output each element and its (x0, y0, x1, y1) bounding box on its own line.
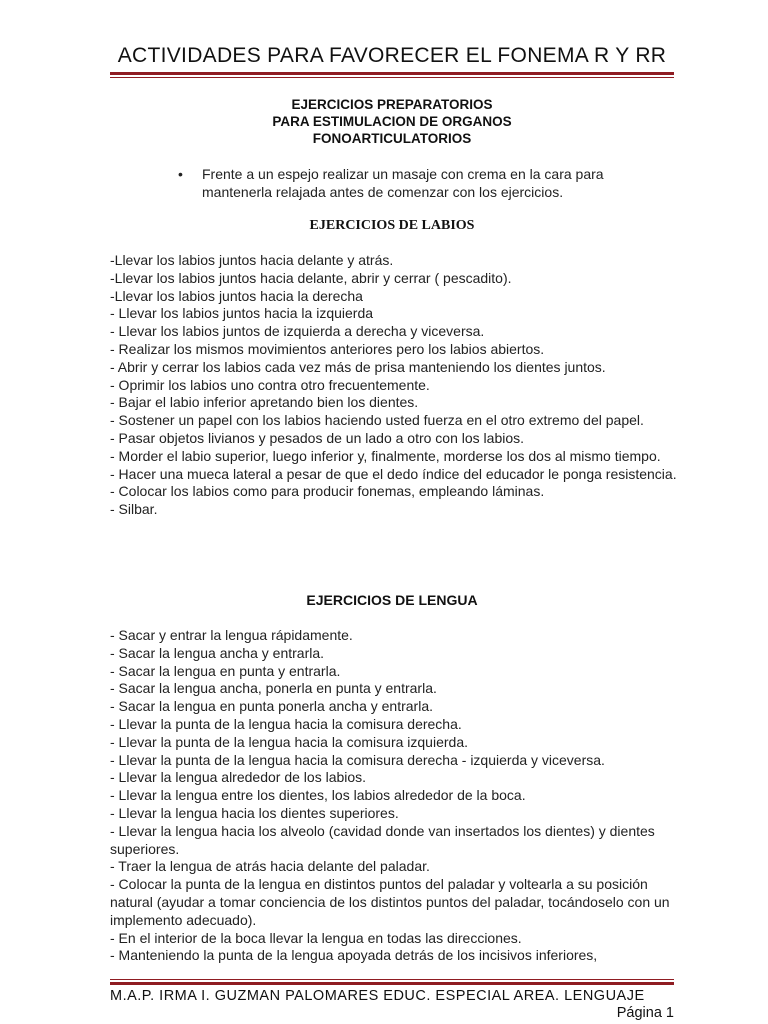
header-rule-thin (110, 77, 674, 78)
bullet-item (178, 165, 648, 201)
list-item: - Sacar la lengua en punta ponerla ancha y entrarla. (110, 698, 433, 715)
list-item: - Manteniendo la punta de la lengua apoyada detrás de los incisivos inferiores, (110, 947, 598, 964)
list-item: - Colocar los labios como para producir fonemas, empleando láminas. (110, 483, 545, 500)
list-item: - Llevar la lengua entre los dientes, los labios alrededor de la boca. (110, 787, 526, 804)
bullet-icon: • (178, 166, 183, 182)
list-item: - Pasar objetos livianos y pesados de un lado a otro con los labios. (110, 429, 525, 446)
list-item: - Llevar la punta de la lengua hacia la comisura derecha. (110, 715, 462, 732)
prep-heading-line: EJERCICIOS PREPARATORIOS (291, 97, 493, 112)
section-heading-lengua: EJERCICIOS DE LENGUA (306, 592, 478, 608)
list-item: - Silbar. (110, 501, 158, 518)
list-item: - Oprimir los labios uno contra otro frecuentemente. (110, 376, 430, 393)
prep-heading-line: PARA ESTIMULACION DE ORGANOS (272, 114, 512, 129)
list-item: - Sacar la lengua ancha, ponerla en punta y entrarla. (110, 680, 437, 697)
prep-heading-line: FONOARTICULATORIOS (312, 131, 472, 146)
page-header-title: ACTIVIDADES PARA FAVORECER EL FONEMA R Y RR (117, 44, 667, 67)
prep-heading (110, 96, 674, 147)
list-item: - Sostener un papel con los labios haciendo usted fuerza en el otro extremo del papel. (110, 412, 644, 429)
list-item: - Llevar la lengua hacia los alveolo (cavidad donde van insertados los dientes) y dientes superiores. (110, 822, 655, 857)
list-item: - Llevar la punta de la lengua hacia la comisura izquierda. (110, 733, 468, 750)
list-item: - Llevar la lengua alrededor de los labios. (110, 769, 367, 786)
list-item: - Traer la lengua de atrás hacia delante del paladar. (110, 858, 430, 875)
section-heading-labios: EJERCICIOS DE LABIOS (309, 218, 475, 233)
list-item: - Llevar la lengua hacia los dientes superiores. (110, 804, 399, 821)
list-item: - Colocar la punta de la lengua en distintos puntos del paladar y voltearla a su posición natural (ayudar a tomar conciencia de los distintos puntos del paladar, tocándoselo con un implemento adecuado). (110, 876, 670, 928)
list-item: - En el interior de la boca llevar la lengua en todas las direcciones. (110, 929, 522, 946)
bullet-text: Frente a un espejo realizar un masaje con crema en la cara para mantenerla relajada antes de comenzar con los ejercicios. (202, 166, 604, 200)
page-number: Página 1 (616, 1005, 674, 1021)
footer-rule-thin (110, 979, 674, 980)
list-item: -Llevar los labios juntos hacia delante y atrás. (110, 252, 394, 268)
list-item: -Llevar los labios juntos hacia delante, abrir y cerrar ( pescadito). (110, 269, 512, 286)
list-item: - Llevar la punta de la lengua hacia la comisura derecha - izquierda y viceversa. (110, 751, 605, 768)
list-item: - Realizar los mismos movimientos anteriores pero los labios abiertos. (110, 340, 545, 357)
labios-list (110, 252, 680, 519)
list-item: - Sacar la lengua en punta y entrarla. (110, 662, 341, 679)
list-item: - Morder el labio superior, luego inferior y, finalmente, morderse los dos al mismo tiempo. (110, 447, 661, 464)
list-item: -Llevar los labios juntos hacia la derecha (110, 287, 363, 304)
lengua-list (110, 627, 680, 965)
list-item: - Sacar y entrar la lengua rápidamente. (110, 627, 353, 643)
header-rule-thick (110, 72, 674, 75)
footer-author: M.A.P. IRMA I. GUZMAN PALOMARES EDUC. ESPECIAL AREA. LENGUAJE (110, 988, 645, 1004)
list-item: - Hacer una mueca lateral a pesar de que el dedo índice del educador le ponga resistencia. (110, 465, 677, 482)
footer-rule-thick (110, 982, 674, 985)
list-item: - Llevar los labios juntos hacia la izquierda (110, 305, 374, 322)
list-item: - Sacar la lengua ancha y entrarla. (110, 644, 325, 661)
list-item: - Bajar el labio inferior apretando bien los dientes. (110, 394, 419, 411)
list-item: - Llevar los labios juntos de izquierda a derecha y viceversa. (110, 323, 485, 340)
list-item: - Abrir y cerrar los labios cada vez más de prisa manteniendo los dientes juntos. (110, 358, 606, 375)
